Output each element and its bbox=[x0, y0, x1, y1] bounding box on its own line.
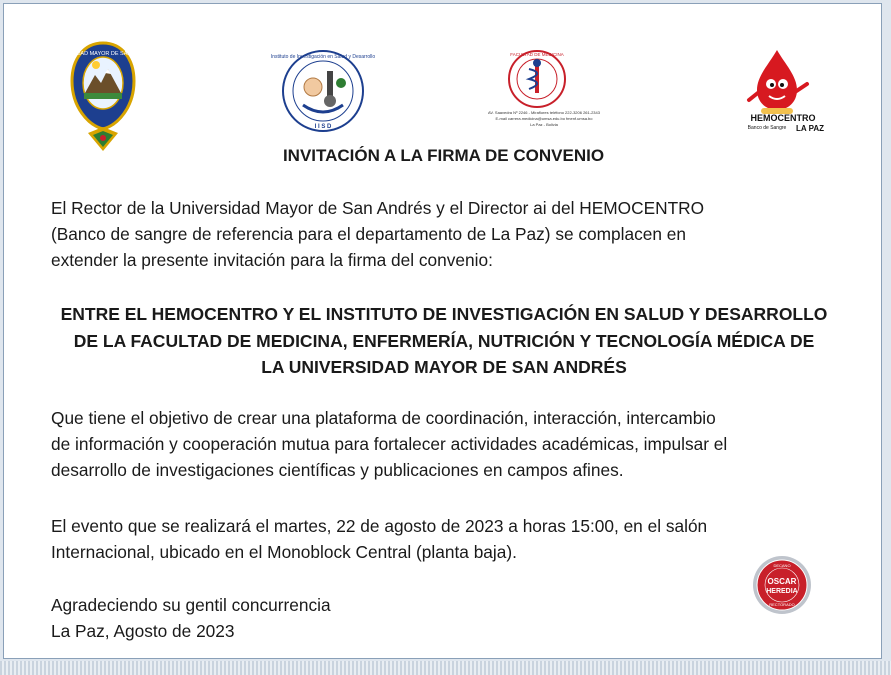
faculty-address: AV. Saavedra Nº 2246 - Miraflores teléfono 222-3206 261-2343 bbox=[488, 110, 600, 115]
intro-line-2: (Banco de sangre de referencia para el departamento de La Paz) se complacen en bbox=[51, 224, 687, 244]
faculty-email: E-mail carrera.medicina@umsa.edu.bo fmenf.umsa.bo bbox=[495, 116, 593, 121]
faculty-medicine-logo bbox=[482, 49, 612, 129]
agreement-line-2: DE LA FACULTAD DE MEDICINA, ENFERMERÍA, NUTRICIÓN Y TECNOLOGÍA MÉDICA DE bbox=[73, 330, 815, 351]
umsa-logo-text: UNIVERSIDAD MAYOR DE SAN ANDRES bbox=[50, 51, 156, 57]
hemocentro-name: HEMOCENTRO bbox=[750, 113, 816, 123]
agreement-line-1: ENTRE EL HEMOCENTRO Y EL INSTITUTO DE INVESTIGACIÓN EN SALUD Y DESARROLLO bbox=[60, 304, 828, 324]
institute-logo-sub: I I S D bbox=[314, 124, 332, 130]
objective-line-2: de información y cooperación mutua para fortalecer actividades académicas, impulsar el bbox=[51, 434, 728, 454]
closing-line-1: Agradeciendo su gentil concurrencia bbox=[51, 595, 331, 615]
agreement-line-3: LA UNIVERSIDAD MAYOR DE SAN ANDRÉS bbox=[261, 357, 627, 377]
hemocentro-sub: Banco de Sangre bbox=[747, 125, 787, 131]
faculty-logo-text: FACULTAD DE MEDICINA bbox=[510, 52, 564, 57]
closing-line-2: La Paz, Agosto de 2023 bbox=[51, 621, 235, 641]
intro-line-1: El Rector de la Universidad Mayor de San Andrés y el Director ai del HEMOCENTRO bbox=[51, 198, 705, 218]
institute-logo-text: Instituto de Investigación en Salud y Desarrollo bbox=[270, 54, 376, 60]
intro-line-3: extender la presente invitación para la firma del convenio: bbox=[51, 250, 493, 270]
invitation-page bbox=[3, 3, 882, 659]
hemocentro-city: LA PAZ bbox=[796, 124, 824, 133]
seal-name-2: HEREDIA bbox=[766, 588, 798, 595]
seal-name-1: OSCAR bbox=[767, 577, 797, 586]
seal-bottom-text: RECTORADO bbox=[769, 602, 795, 607]
intro-paragraph bbox=[51, 195, 857, 273]
event-paragraph bbox=[51, 513, 857, 565]
objective-line-3: desarrollo de investigaciones científicas y publicaciones en campos afines. bbox=[51, 460, 624, 480]
objective-line-1: Que tiene el objetivo de crear una plataforma de coordinación, interacción, intercambio bbox=[51, 408, 716, 428]
bottom-strip bbox=[0, 661, 891, 675]
faculty-city: La Paz - Bolivia bbox=[530, 122, 558, 127]
hemocentro-logo bbox=[737, 46, 829, 138]
oscar-heredia-seal bbox=[752, 555, 812, 615]
page-title: INVITACIÓN A LA FIRMA DE CONVENIO bbox=[282, 146, 605, 165]
agreement-heading bbox=[34, 301, 854, 381]
event-line-2: Internacional, ubicado en el Monoblock Central (planta baja). bbox=[51, 542, 517, 562]
objective-paragraph bbox=[51, 405, 857, 483]
umsa-shield-logo bbox=[50, 41, 156, 153]
closing-paragraph bbox=[51, 592, 857, 644]
seal-top-text: DECANO bbox=[773, 563, 791, 568]
institute-logo bbox=[270, 49, 376, 133]
event-line-1: El evento que se realizará el martes, 22 de agosto de 2023 a horas 15:00, en el salón bbox=[51, 516, 708, 536]
